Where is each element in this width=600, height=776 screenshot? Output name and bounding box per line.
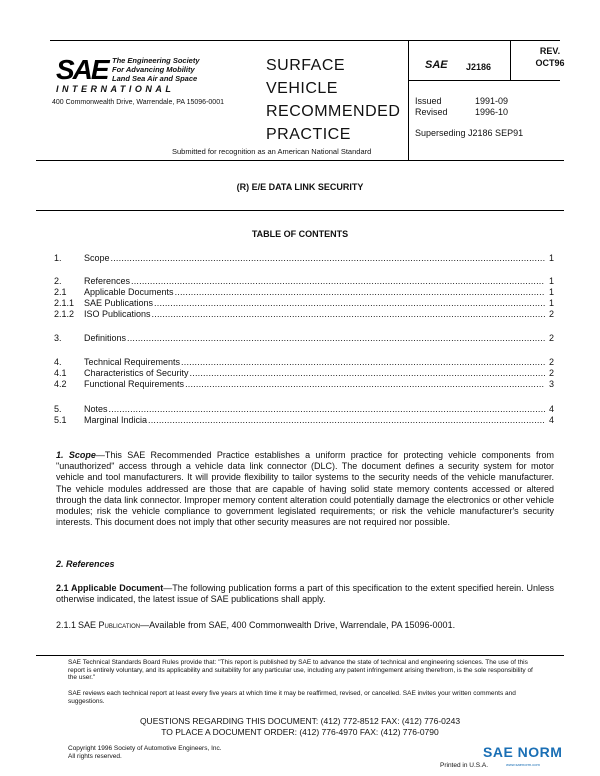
applicable-text: —The following publication forms a part of this specification to the extent specified herein. Unless otherwise indicated, the latest issue of SAE publications shall apply. [56, 583, 554, 605]
sae-logo: SAE [56, 54, 108, 85]
toc-page: 1 [548, 253, 554, 263]
toc-leader [181, 357, 545, 368]
toc-leader [190, 368, 545, 379]
toc-entry[interactable] [54, 298, 554, 309]
rev-date: OCT96 [535, 58, 565, 68]
revision-box [520, 45, 580, 69]
toc-leader [109, 404, 545, 415]
toc-page: 4 [548, 415, 554, 425]
toc-num: 4.1 [54, 368, 67, 378]
order-line: TO PLACE A DOCUMENT ORDER: (412) 776-4970 FAX: (412) 776-0790 [161, 727, 439, 737]
toc-entry[interactable] [54, 379, 554, 390]
header-bottom-rule [36, 160, 564, 161]
footer-rule [36, 655, 564, 656]
toc-page: 1 [548, 276, 554, 286]
toc-page: 3 [548, 379, 554, 389]
board-rules-text: SAE Technical Standards Board Rules provide that: "This report is published by SAE to advance the state of technical and engineering sciences. The use of this report is entirely voluntary, and its applicability and suitability for any particular use, including any patent infringement arising therefrom, is the sole responsibility of the user." [68, 659, 533, 681]
document-type-title [266, 54, 400, 146]
toc-leader [111, 253, 545, 264]
toc-title: SAE Publications [84, 298, 154, 308]
issued-label: Issued [415, 96, 442, 106]
toc-entry[interactable] [54, 333, 554, 344]
toc-num: 2. [54, 276, 62, 286]
copyright: Copyright 1996 Society of Automotive Engineers, Inc. [68, 745, 222, 752]
references-heading: 2. References [56, 559, 115, 569]
sae-pub-text: —Available from SAE, 400 Commonwealth Drive, Warrendale, PA 15096-0001. [140, 620, 456, 630]
header-divider-vertical [408, 40, 409, 160]
logo-line-2: For Advancing Mobility [112, 65, 195, 74]
top-rule [50, 40, 560, 41]
issued-row [415, 96, 508, 106]
toc-num: 1. [54, 253, 62, 263]
rights-reserved: All rights reserved. [68, 753, 122, 760]
toc-entry[interactable] [54, 287, 554, 298]
toc-entry[interactable] [54, 368, 554, 379]
toc-title: References [84, 276, 131, 286]
toc-leader [127, 333, 545, 344]
toc-title: Technical Requirements [84, 357, 181, 367]
title-line-4: PRACTICE [266, 126, 351, 143]
review-text: SAE reviews each technical report at least every five years at which time it may be reaffirmed, revised, or cancelled. SAE invites your written comments and suggestions. [68, 690, 516, 705]
rev-box-divider [510, 40, 511, 80]
toc-title: Definitions [84, 333, 127, 343]
toc-page: 4 [548, 404, 554, 414]
toc-title: Notes [84, 404, 108, 414]
toc-leader [185, 379, 545, 390]
toc-entry[interactable] [54, 253, 554, 264]
logo-international: INTERNATIONAL [56, 84, 175, 94]
toc-leader [154, 298, 545, 309]
applicable-heading: 2.1 Applicable Document [56, 583, 164, 593]
sae-pub-num: 2.1.1 [56, 620, 77, 630]
toc-leader [152, 309, 545, 320]
rev-label: REV. [539, 46, 561, 56]
toc-entry[interactable] [54, 357, 554, 368]
toc-page: 1 [548, 298, 554, 308]
logo-line-1: The Engineering Society [112, 56, 200, 65]
toc-entry[interactable] [54, 276, 554, 287]
toc-page: 2 [548, 368, 554, 378]
toc-title: Applicable Documents [84, 287, 174, 297]
toc-heading: TABLE OF CONTENTS [251, 229, 349, 239]
toc-entry[interactable] [54, 404, 554, 415]
toc-page: 1 [548, 287, 554, 297]
submitted-note: Submitted for recognition as an American National Standard [172, 147, 372, 156]
sae-norm-url: www.saenorm.com [506, 762, 540, 767]
sae-norm-watermark: SAE NORM [483, 744, 563, 760]
logo-line-3: Land Sea Air and Space [112, 74, 198, 83]
scope-heading: 1. Scope [56, 450, 96, 460]
title-line-1: SURFACE [266, 57, 346, 74]
toc-num: 4. [54, 357, 62, 367]
document-title: (R) E/E DATA LINK SECURITY [236, 182, 364, 192]
toc-entry[interactable] [54, 309, 554, 320]
toc-num: 5. [54, 404, 62, 414]
toc-title: Scope [84, 253, 110, 263]
toc-num: 3. [54, 333, 62, 343]
toc-title: Marginal Indicia [84, 415, 148, 425]
toc-num: 5.1 [54, 415, 67, 425]
document-number: J2186 [466, 62, 492, 72]
toc-num: 2.1 [54, 287, 67, 297]
applicable-paragraph [56, 583, 554, 605]
rev-box-bottom [408, 80, 560, 81]
toc-num: 2.1.2 [54, 309, 75, 319]
logo-tagline [112, 56, 200, 83]
revised-label: Revised [415, 107, 448, 117]
toc-title: Characteristics of Security [84, 368, 189, 378]
sae-publication-paragraph [56, 620, 554, 631]
toc-entry[interactable] [54, 415, 554, 426]
sae-pub-label: SAE Publication [78, 620, 141, 630]
toc-page: 2 [548, 357, 554, 367]
issued-date: 1991-09 [475, 96, 509, 106]
toc-title: Functional Requirements [84, 379, 185, 389]
toc-num: 2.1.1 [54, 298, 75, 308]
toc-num: 4.2 [54, 379, 67, 389]
toc-leader [175, 287, 545, 298]
revised-date: 1996-10 [475, 107, 509, 117]
toc-page: 2 [548, 309, 554, 319]
sae-address: 400 Commonwealth Drive, Warrendale, PA 15096-0001 [52, 99, 224, 106]
printed-in: Printed in U.S.A. [440, 762, 489, 769]
scope-paragraph [56, 450, 554, 528]
revised-row [415, 107, 508, 117]
toc-page: 2 [548, 333, 554, 343]
toc-leader [148, 415, 545, 426]
scope-text: —This SAE Recommended Practice establishes a uniform practice for protecting vehicle components from "unauthorized" access through a vehicle data link connector (DLC). The document defines a security system for motor vehicle and tool manufacturers. It will provide flexibility to tailor systems to the security needs of the vehicle manufacturer. The vehicle modules addressed are those that are capable of having solid state memory contents accessed or altered through the data link connector. Improper memory content alteration could potentially damage the electronics or other vehicle modules; risk the vehicle compliance to government legislated requirements; or risk the vehicle manufacturer's security interests. This document does not imply that other security measures are not required nor possible. [56, 450, 555, 528]
title-line-3: RECOMMENDED [266, 103, 401, 120]
questions-line: QUESTIONS REGARDING THIS DOCUMENT: (412) 772-8512 FAX: (412) 776-0243 [139, 716, 461, 726]
title-bottom-rule [36, 210, 564, 211]
superseding-note: Superseding J2186 SEP91 [415, 128, 524, 138]
title-line-2: VEHICLE [266, 80, 338, 97]
sae-small-logo: SAE [425, 59, 448, 71]
toc-leader [131, 276, 545, 287]
toc-title: ISO Publications [84, 309, 151, 319]
